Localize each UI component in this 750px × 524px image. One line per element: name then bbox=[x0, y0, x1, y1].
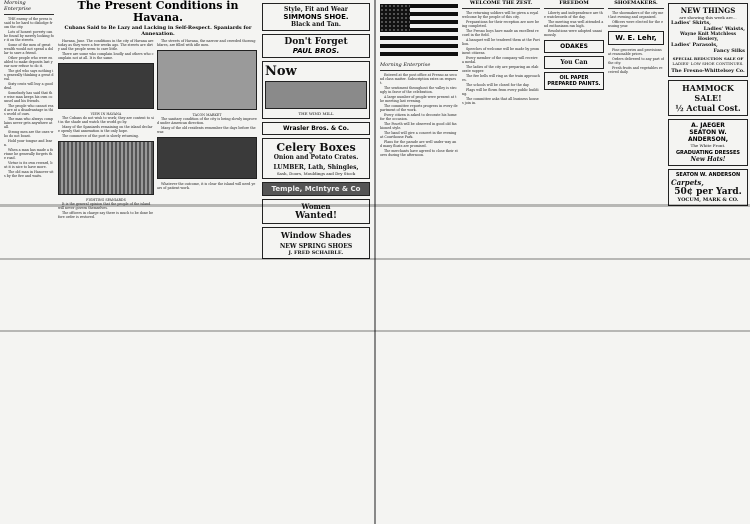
story-text-5: The sanitary condition of the city is being slowly improved under American direction. Many of the old residents remember the days before the war. bbox=[157, 117, 257, 134]
right-masthead: Morning Enterprise bbox=[380, 62, 431, 68]
ad-paul-bros: PAUL BROS. bbox=[292, 47, 340, 55]
ad-simmons-title: SIMMONS SHOE. bbox=[283, 13, 349, 21]
ad-special-sub: LADIES' LOW SHOE CONTINUES. bbox=[672, 61, 744, 66]
ad-oil-paper: OIL PAPER bbox=[559, 75, 589, 81]
ad-hammock-title: HAMMOCK SALE! bbox=[682, 83, 734, 103]
ad-wanted: Wanted! bbox=[295, 211, 337, 221]
ad-women-title: Women bbox=[301, 202, 331, 211]
ad-ladies-waists: Ladies' Waists, bbox=[703, 26, 745, 32]
ad-wayne: Wayne Knit Matchless Hosiery, bbox=[679, 32, 737, 42]
ad-onion: Onion and Potato Crates. bbox=[273, 154, 359, 161]
right-col-2-text: The returning soldiers will be given a royal welcome by the people of this city. Preparations for their reception are now being completed. The Fresno boys have made an excellent record in the field. A banquet will be tendered them at the Pavilion. Speeches of welcome will be made by prominent citizens. Every member of the company will receive a medal. The ladies of the city are preparing an elaborate supper. The fire bells will ring as the train approaches. The schools will be closed for the day. Flags will be flown from every public building. The committee asks that all business houses join in. bbox=[462, 11, 540, 105]
right-col-2 bbox=[462, 0, 540, 524]
right-col-1 bbox=[380, 0, 458, 524]
caption-3: TACON MARKET bbox=[192, 113, 222, 117]
caption-2: FIGHTING SPANIARDS bbox=[86, 198, 126, 202]
ad-dont-forget-title: Don't Forget bbox=[284, 37, 348, 47]
ad-now-picture bbox=[265, 81, 367, 109]
ad-seaton-sub: The White Front. bbox=[690, 143, 726, 148]
caption-1: VIEW IN HAVANA bbox=[90, 112, 122, 116]
left-ads-column bbox=[262, 0, 370, 524]
ad-seaton-small: SEATON W. ANDERSON bbox=[675, 172, 741, 178]
ad-wrasler-title: Wrasler Bros. & Co. bbox=[283, 125, 349, 132]
ad-hammock bbox=[668, 80, 748, 116]
photo-landing bbox=[157, 137, 257, 179]
ad-wrasler bbox=[262, 122, 370, 135]
ad-schaible: J. FRED SCHAIBLE. bbox=[288, 250, 344, 256]
right-col-4-text: The shoemakers of the city met last evening and organized. Officers were elected for the ensuing year. bbox=[608, 11, 664, 28]
ad-new-hats: New Hats! bbox=[690, 156, 726, 163]
headline: The Present Conditions in Havana. bbox=[77, 0, 239, 24]
right-col-3-text: Liberty and independence are the watchwords of the day. The meeting was well attended and enthusiasm ran high. Resolutions were adopted unanimously. bbox=[544, 11, 604, 37]
flag-image bbox=[380, 4, 458, 56]
ad-window-title: Window Shades bbox=[280, 230, 352, 240]
scan-band bbox=[0, 330, 750, 332]
photo-building bbox=[157, 50, 257, 110]
ad-you-can-title: You Can bbox=[560, 59, 588, 66]
ad-new-things-title: NEW THINGS bbox=[680, 6, 736, 15]
story-text-1: Havana, June. The conditions in the city of Havana are today as they were a few weeks ago. The streets are dirty and the people seem to care little. There are some who complain loudly and others who complain not at all. It is the same. bbox=[58, 39, 154, 60]
ad-parasols: Ladies' Parasols, bbox=[671, 42, 718, 48]
ad-new-things bbox=[668, 3, 748, 77]
ad-now bbox=[262, 61, 370, 119]
ad-style-fit: Style, Fit and Wear bbox=[284, 6, 348, 13]
ad-you-can bbox=[544, 56, 604, 69]
story-text-4: The streets of Havana, the narrow and crowded thoroughfares, are filled with idle men. bbox=[157, 39, 256, 47]
ad-dont-forget bbox=[262, 34, 370, 58]
freedom-title: FREEDOM bbox=[559, 0, 589, 6]
ad-fancy-silks: Fancy Silks bbox=[713, 48, 745, 54]
ad-jaeger bbox=[668, 119, 748, 166]
ad-lumber: LUMBER, Lath, Shingles, bbox=[273, 164, 359, 171]
ad-simmons-sub: Black and Tan. bbox=[291, 21, 341, 28]
shoemakers-title: SHOEMAKERS. bbox=[614, 0, 658, 6]
ad-yocum: YOCUM, MARK & CO. bbox=[677, 197, 739, 203]
ad-women bbox=[262, 199, 370, 224]
ad-temple bbox=[262, 182, 370, 196]
right-page bbox=[376, 0, 750, 524]
right-col-3 bbox=[544, 0, 604, 524]
welcome-title: WELCOME THE ZEST. bbox=[469, 0, 533, 6]
right-col-4-text-2: Fine groceries and provisions at reasonable prices. Orders delivered to any part of the city. Fresh fruits and vegetables received daily. bbox=[608, 48, 664, 74]
ad-carpets-title: Carpets, bbox=[671, 178, 704, 187]
ad-wind-mill: THE WIND MILL bbox=[298, 111, 334, 116]
scan-band bbox=[0, 204, 750, 207]
ad-half-cost: ½ Actual Cost. bbox=[675, 103, 741, 113]
right-col-4 bbox=[608, 0, 664, 524]
ad-carpets bbox=[668, 169, 748, 206]
scan-band bbox=[0, 258, 750, 260]
ad-new-things-sub: are showing this week are... bbox=[679, 15, 737, 20]
ad-graduating: GRADUATING DRESSES bbox=[675, 150, 741, 156]
ad-paints-title: PREPARED PAINTS. bbox=[547, 81, 601, 87]
photo-market bbox=[58, 141, 154, 195]
left-main-story bbox=[58, 0, 258, 524]
left-col-1-text: THE enemy of the press is said to be hard to dislodge from the city. Lots of honest poverty can be found by merely looking for it on the streets. Some of the men of great wealth would not spend a dollar to save a friend. Other people who were enabled to make deposits last year now refuse to do it. The girl who says nothing is generally thinking a great deal. Sixty cents will buy a good deal. Somebody has said that the wise man keeps his own counsel and his friends. The people who cannot read are at a disadvantage in this world of ours. The man who always complains never gets anywhere at all. Strong men are the ones who do not boast. Hold your tongue and learn. When a man has made a fortune he generally forgets the road. Virtue is its own reward, but it is nice to have more. The old man in Hanover sits by the fire and waits. bbox=[4, 17, 54, 178]
ad-jaeger-title: A. JAEGER bbox=[691, 122, 725, 129]
ad-odakes-title: ODAKES bbox=[560, 43, 588, 50]
ad-lehr bbox=[608, 31, 664, 45]
ad-now-title: Now bbox=[265, 64, 297, 79]
ad-fifty: 50¢ per Yard. bbox=[674, 187, 742, 197]
ad-ladies-skirts: Ladies' Skirts, bbox=[671, 20, 711, 26]
left-masthead: Morning Enterprise bbox=[4, 0, 31, 12]
right-ads-column bbox=[668, 0, 748, 524]
ad-fresno: The Fresno-Whittelsey Co. bbox=[671, 68, 745, 74]
photo-harbor bbox=[58, 63, 154, 109]
ad-window bbox=[262, 227, 370, 259]
ad-celery bbox=[262, 138, 370, 179]
right-col-1-text: Entered at the post office at Fresno as second class matter. Subscription rates on request. The sentiment throughout the valley is strongly in favor of the celebration. A large number of people were present at the meeting last evening. The committee reports progress in every department of the work. Every citizen is asked to decorate his home for the occasion. The Fourth will be observed in good old fashioned style. The band will give a concert in the evening at Courthouse Park. Plans for the parade are well under way and many floats are promised. The merchants have agreed to close their stores during the afternoon. bbox=[380, 73, 458, 157]
ad-temple-title: Temple, McIntyre & Co bbox=[271, 185, 361, 193]
ad-lumber-sub: Sash, Doors, Mouldings and Dry Stock bbox=[276, 171, 356, 176]
ad-spring: NEW SPRING SHOES bbox=[279, 243, 353, 250]
ad-paints bbox=[544, 72, 604, 90]
ad-celery-title: Celery Boxes bbox=[276, 141, 356, 154]
ad-special: SPECIAL REDUCTION SALE OF bbox=[672, 56, 744, 61]
subhead: Cubans Said to Be Lazy and Lacking in Self-Respect. Spaniards for Annexation. bbox=[64, 25, 252, 37]
ad-lehr-title: W. E. Lehr, bbox=[615, 34, 657, 42]
ad-simmons bbox=[262, 3, 370, 31]
ad-seaton-title: SEATON W. ANDERSON, bbox=[687, 129, 729, 143]
story-text-3: It is the general opinion that the people of the island will never govern themselves. The officers in charge say there is much to be done before order is restored. bbox=[58, 202, 154, 219]
ad-odakes bbox=[544, 40, 604, 53]
left-col-1 bbox=[4, 0, 54, 524]
story-text-6: Whatever the outcome, it is clear the island will need years of patient work. bbox=[157, 182, 256, 190]
story-text-2: The Cubans do not wish to work; they are content to sit in the shade and watch the world go by. Many of the Spaniards remaining on the island declare openly that annexation is the only hope. The commerce of the port is slowly returning. bbox=[58, 116, 154, 138]
